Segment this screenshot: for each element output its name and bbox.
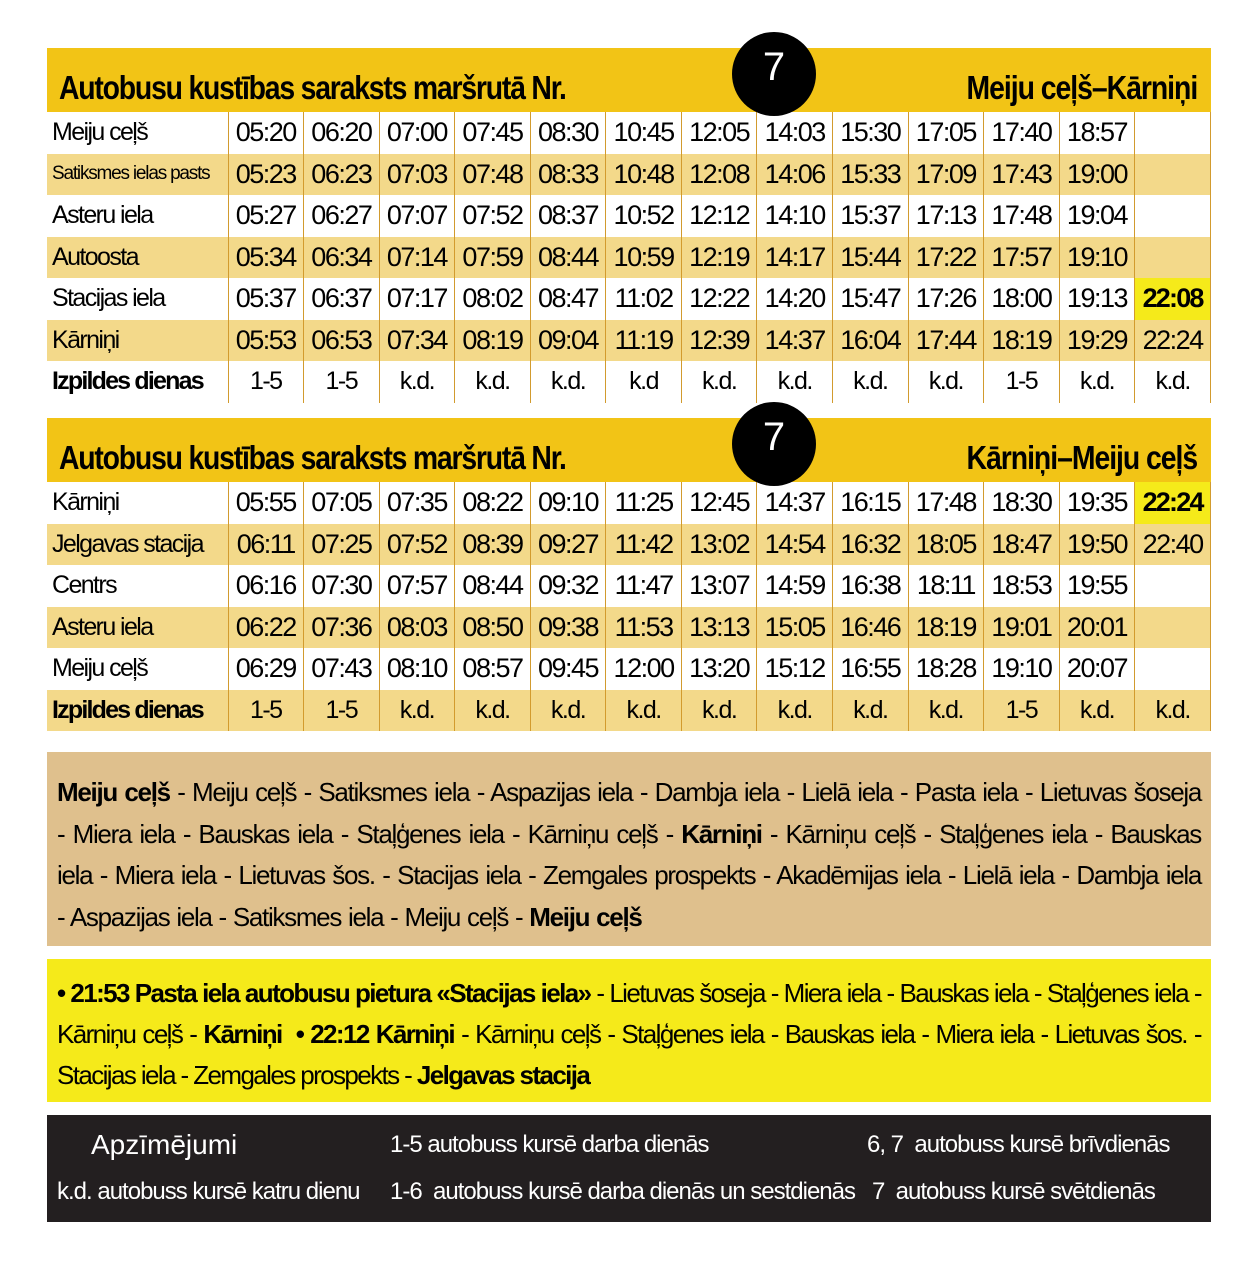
legend-item: 1-6 autobuss kursē darba dienās un sestdienās xyxy=(390,1178,855,1205)
departure-time: 05:55 xyxy=(228,482,304,524)
operating-days-value: k.d. xyxy=(1135,361,1211,403)
departure-time: 08:10 xyxy=(379,648,455,690)
departure-time: 06:37 xyxy=(304,278,380,320)
departure-time: 12:12 xyxy=(681,195,757,237)
departure-time: 07:05 xyxy=(304,482,380,524)
departure-time: 08:30 xyxy=(530,112,606,154)
stop-name: Asteru iela xyxy=(47,607,228,649)
departure-time: 17:57 xyxy=(984,237,1060,279)
late-trip-1-end: Kārniņi xyxy=(203,1019,282,1049)
table-row xyxy=(47,112,1211,154)
departure-time: 08:50 xyxy=(455,607,531,649)
departure-time: 11:25 xyxy=(606,482,682,524)
late-trip-2-path: - Kārniņu ceļš - Staļģenes iela - Bauskas iela - Miera iela - Lietuvas šos. - Stacijas iela - Zemgales prospekts - xyxy=(57,1019,1201,1090)
departure-time: 16:15 xyxy=(833,482,909,524)
stop-name: Meiju ceļš xyxy=(47,648,228,690)
schedule-table xyxy=(47,482,1211,731)
operating-days-value: 1-5 xyxy=(304,361,380,403)
departure-time: 18:47 xyxy=(984,524,1060,566)
operating-days-label: Izpildes dienas xyxy=(47,690,228,732)
departure-time: 06:27 xyxy=(304,195,380,237)
departure-time: 18:53 xyxy=(984,565,1060,607)
table-row xyxy=(47,195,1211,237)
departure-time: 16:32 xyxy=(833,524,909,566)
route-start: Meiju ceļš xyxy=(57,777,170,807)
timetable-karnini-to-meiju xyxy=(47,414,1211,731)
departure-time: 19:10 xyxy=(1059,237,1135,279)
departure-time: 18:57 xyxy=(1059,112,1135,154)
stop-name: Satiksmes ielas pasts xyxy=(47,154,228,196)
operating-days-value: k.d. xyxy=(681,690,757,732)
departure-time: 08:39 xyxy=(455,524,531,566)
operating-days-value: k.d. xyxy=(1135,690,1211,732)
operating-days-value: 1-5 xyxy=(984,690,1060,732)
departure-time: 06:23 xyxy=(304,154,380,196)
departure-time: 05:20 xyxy=(228,112,304,154)
departure-time: 18:30 xyxy=(984,482,1060,524)
departure-time: 15:37 xyxy=(833,195,909,237)
operating-days-value: k.d. xyxy=(455,690,531,732)
legend-item: k.d. autobuss kursē katru dienu xyxy=(57,1178,360,1205)
departure-time: 08:57 xyxy=(455,648,531,690)
legend-item: 6, 7 autobuss kursē brīvdienās xyxy=(867,1131,1170,1158)
timetable-title: Autobusu kustības saraksts maršrutā Nr. xyxy=(59,69,566,106)
departure-time: 22:24 xyxy=(1135,320,1211,362)
departure-time: 07:45 xyxy=(455,112,531,154)
departure-time: 09:38 xyxy=(530,607,606,649)
departure-time: 06:20 xyxy=(304,112,380,154)
departure-time: 14:17 xyxy=(757,237,833,279)
late-trips-note xyxy=(47,959,1211,1102)
operating-days-value: 1-5 xyxy=(228,361,304,403)
departure-time: 17:09 xyxy=(908,154,984,196)
route-path-description xyxy=(47,752,1211,946)
legend-box xyxy=(47,1115,1211,1222)
departure-time: 22:08 xyxy=(1135,278,1211,320)
departure-time: 18:05 xyxy=(908,524,984,566)
stop-name: Stacijas iela xyxy=(47,278,228,320)
operating-days-value: k.d. xyxy=(1059,690,1135,732)
operating-days-value: k.d. xyxy=(681,361,757,403)
legend-item: 7 autobuss kursē svētdienās xyxy=(872,1178,1155,1205)
departure-time: 05:53 xyxy=(228,320,304,362)
timetable-title: Autobusu kustības saraksts maršrutā Nr. xyxy=(59,439,566,476)
departure-time: 19:35 xyxy=(1059,482,1135,524)
departure-time: 12:08 xyxy=(681,154,757,196)
departure-time: 05:37 xyxy=(228,278,304,320)
departure-time: 06:29 xyxy=(228,648,304,690)
departure-time: 07:34 xyxy=(379,320,455,362)
departure-time: 11:02 xyxy=(606,278,682,320)
departure-time: 19:55 xyxy=(1059,565,1135,607)
departure-time: 12:05 xyxy=(681,112,757,154)
departure-time: 19:04 xyxy=(1059,195,1135,237)
departure-time xyxy=(1135,648,1211,690)
table-row xyxy=(47,154,1211,196)
departure-time: 15:12 xyxy=(757,648,833,690)
departure-time: 19:01 xyxy=(984,607,1060,649)
departure-time: 20:07 xyxy=(1059,648,1135,690)
late-trip-1-start: • 21:53 Pasta iela autobusu pietura «Stacijas iela» xyxy=(57,978,591,1008)
route-end: Meiju ceļš xyxy=(529,901,642,932)
departure-time: 14:06 xyxy=(757,154,833,196)
route-path-part: - Meiju ceļš - Satiksmes iela - Aspazijas iela - Dambja iela - Lielā iela - Pasta iela - Lietuvas šoseja - Miera iela - Bauskas iela - Staļģenes iela - Kārniņu ceļš - xyxy=(57,777,1201,849)
operating-days-value: k.d. xyxy=(455,361,531,403)
departure-time: 07:36 xyxy=(304,607,380,649)
departure-time: 17:13 xyxy=(908,195,984,237)
departure-time: 08:44 xyxy=(455,565,531,607)
table-row xyxy=(47,607,1211,649)
operating-days-value: k.d. xyxy=(908,361,984,403)
operating-days-value: k.d xyxy=(606,361,682,403)
operating-days-value: k.d. xyxy=(833,690,909,732)
late-trip-2-end: Jelgavas stacija xyxy=(416,1060,590,1090)
departure-time: 13:20 xyxy=(681,648,757,690)
route-direction: Meiju ceļš–Kārniņi xyxy=(966,69,1197,106)
operating-days-value: k.d. xyxy=(1059,361,1135,403)
departure-time: 06:22 xyxy=(228,607,304,649)
departure-time: 18:11 xyxy=(908,565,984,607)
departure-time: 14:37 xyxy=(757,482,833,524)
departure-time: 09:32 xyxy=(530,565,606,607)
departure-time: 06:34 xyxy=(304,237,380,279)
departure-time: 07:07 xyxy=(379,195,455,237)
late-trip-1-path: - Lietuvas šoseja - Miera iela - Bauskas iela - Staļģenes iela - Kārniņu ceļš - xyxy=(57,978,1201,1049)
departure-time xyxy=(1135,237,1211,279)
stop-name: Centrs xyxy=(47,565,228,607)
departure-time: 13:07 xyxy=(681,565,757,607)
route-turnaround: Kārniņi xyxy=(681,818,762,849)
schedule-table xyxy=(47,112,1211,403)
operating-days-row xyxy=(47,361,1211,403)
departure-time: 08:47 xyxy=(530,278,606,320)
departure-time: 17:05 xyxy=(908,112,984,154)
late-trip-2-start: • 22:12 Kārniņi xyxy=(281,1019,455,1049)
operating-days-value: k.d. xyxy=(757,690,833,732)
departure-time: 07:48 xyxy=(455,154,531,196)
table-row xyxy=(47,482,1211,524)
departure-time: 14:59 xyxy=(757,565,833,607)
departure-time: 12:39 xyxy=(681,320,757,362)
departure-time: 08:19 xyxy=(455,320,531,362)
departure-time: 10:59 xyxy=(606,237,682,279)
operating-days-value: 1-5 xyxy=(984,361,1060,403)
departure-time: 12:22 xyxy=(681,278,757,320)
departure-time: 05:34 xyxy=(228,237,304,279)
legend-title: Apzīmējumi xyxy=(91,1129,238,1160)
table-row xyxy=(47,320,1211,362)
departure-time: 07:57 xyxy=(379,565,455,607)
departure-time: 07:25 xyxy=(304,524,380,566)
departure-time: 17:44 xyxy=(908,320,984,362)
departure-time: 07:14 xyxy=(379,237,455,279)
departure-time xyxy=(1135,154,1211,196)
stop-name: Kārniņi xyxy=(47,482,228,524)
departure-time: 19:50 xyxy=(1059,524,1135,566)
route-direction: Kārniņi–Meiju ceļš xyxy=(966,439,1197,476)
stop-name: Autoosta xyxy=(47,237,228,279)
departure-time xyxy=(1135,195,1211,237)
departure-time: 17:22 xyxy=(908,237,984,279)
departure-time: 18:19 xyxy=(984,320,1060,362)
departure-time: 14:10 xyxy=(757,195,833,237)
departure-time: 08:44 xyxy=(530,237,606,279)
departure-time: 10:45 xyxy=(606,112,682,154)
departure-time: 11:42 xyxy=(606,524,682,566)
departure-time: 19:29 xyxy=(1059,320,1135,362)
departure-time: 12:19 xyxy=(681,237,757,279)
departure-time: 17:48 xyxy=(908,482,984,524)
departure-time: 16:55 xyxy=(833,648,909,690)
departure-time: 20:01 xyxy=(1059,607,1135,649)
departure-time: 05:23 xyxy=(228,154,304,196)
departure-time: 09:10 xyxy=(530,482,606,524)
table-row xyxy=(47,237,1211,279)
departure-time: 14:20 xyxy=(757,278,833,320)
departure-time: 05:27 xyxy=(228,195,304,237)
timetable-header xyxy=(47,44,1211,112)
departure-time: 19:13 xyxy=(1059,278,1135,320)
route-number-badge: 7 xyxy=(732,32,816,116)
departure-time: 11:19 xyxy=(606,320,682,362)
departure-time: 15:44 xyxy=(833,237,909,279)
departure-time xyxy=(1135,607,1211,649)
legend-item: 1-5 autobuss kursē darba dienās xyxy=(390,1131,709,1158)
departure-time: 07:52 xyxy=(379,524,455,566)
stop-name: Asteru iela xyxy=(47,195,228,237)
departure-time: 06:11 xyxy=(228,524,304,566)
departure-time: 07:03 xyxy=(379,154,455,196)
departure-time: 13:02 xyxy=(681,524,757,566)
departure-time: 09:27 xyxy=(530,524,606,566)
departure-time xyxy=(1135,565,1211,607)
departure-time: 16:04 xyxy=(833,320,909,362)
operating-days-value: k.d. xyxy=(379,361,455,403)
departure-time: 12:45 xyxy=(681,482,757,524)
departure-time: 14:54 xyxy=(757,524,833,566)
departure-time: 19:00 xyxy=(1059,154,1135,196)
operating-days-value: k.d. xyxy=(606,690,682,732)
departure-time: 11:47 xyxy=(606,565,682,607)
timetable-meiju-to-karnini xyxy=(47,44,1211,403)
table-row xyxy=(47,278,1211,320)
stop-name: Meiju ceļš xyxy=(47,112,228,154)
departure-time: 07:35 xyxy=(379,482,455,524)
timetable-header xyxy=(47,414,1211,482)
departure-time: 08:37 xyxy=(530,195,606,237)
departure-time: 08:22 xyxy=(455,482,531,524)
departure-time: 07:17 xyxy=(379,278,455,320)
departure-time: 08:03 xyxy=(379,607,455,649)
departure-time: 06:16 xyxy=(228,565,304,607)
departure-time: 10:48 xyxy=(606,154,682,196)
departure-time xyxy=(1135,112,1211,154)
departure-time: 15:30 xyxy=(833,112,909,154)
operating-days-value: 1-5 xyxy=(228,690,304,732)
departure-time: 17:43 xyxy=(984,154,1060,196)
departure-time: 12:00 xyxy=(606,648,682,690)
operating-days-value: 1-5 xyxy=(304,690,380,732)
operating-days-value: k.d. xyxy=(530,690,606,732)
departure-time: 17:48 xyxy=(984,195,1060,237)
departure-time: 09:45 xyxy=(530,648,606,690)
departure-time: 22:40 xyxy=(1135,524,1211,566)
departure-time: 15:05 xyxy=(757,607,833,649)
operating-days-value: k.d. xyxy=(530,361,606,403)
departure-time: 08:33 xyxy=(530,154,606,196)
departure-time: 17:40 xyxy=(984,112,1060,154)
operating-days-value: k.d. xyxy=(757,361,833,403)
departure-time: 11:53 xyxy=(606,607,682,649)
departure-time: 14:37 xyxy=(757,320,833,362)
table-row xyxy=(47,565,1211,607)
departure-time: 15:33 xyxy=(833,154,909,196)
departure-time: 14:03 xyxy=(757,112,833,154)
departure-time: 07:43 xyxy=(304,648,380,690)
departure-time: 18:00 xyxy=(984,278,1060,320)
departure-time: 09:04 xyxy=(530,320,606,362)
operating-days-label: Izpildes dienas xyxy=(47,361,228,403)
departure-time: 19:10 xyxy=(984,648,1060,690)
table-row xyxy=(47,524,1211,566)
operating-days-row xyxy=(47,690,1211,732)
route-path-part: - Kārniņu ceļš - Staļģenes iela - Bauskas iela - Miera iela - Lietuvas šos. - Stacijas iela - Zemgales prospekts - Akadēmijas iela - Lielā iela - Dambja iela - Aspazijas iela - Satiksmes iela - Meiju ceļš - xyxy=(57,818,1202,932)
departure-time: 07:59 xyxy=(455,237,531,279)
departure-time: 16:46 xyxy=(833,607,909,649)
departure-time: 13:13 xyxy=(681,607,757,649)
departure-time: 16:38 xyxy=(833,565,909,607)
route-number-badge: 7 xyxy=(732,402,816,486)
departure-time: 18:19 xyxy=(908,607,984,649)
departure-time: 07:00 xyxy=(379,112,455,154)
departure-time: 07:52 xyxy=(455,195,531,237)
departure-time: 15:47 xyxy=(833,278,909,320)
operating-days-value: k.d. xyxy=(908,690,984,732)
departure-time: 06:53 xyxy=(304,320,380,362)
departure-time: 17:26 xyxy=(908,278,984,320)
departure-time: 10:52 xyxy=(606,195,682,237)
departure-time: 18:28 xyxy=(908,648,984,690)
table-row xyxy=(47,648,1211,690)
departure-time: 07:30 xyxy=(304,565,380,607)
stop-name: Jelgavas stacija xyxy=(47,524,228,566)
operating-days-value: k.d. xyxy=(379,690,455,732)
operating-days-value: k.d. xyxy=(833,361,909,403)
stop-name: Kārniņi xyxy=(47,320,228,362)
departure-time: 22:24 xyxy=(1135,482,1211,524)
departure-time: 08:02 xyxy=(455,278,531,320)
